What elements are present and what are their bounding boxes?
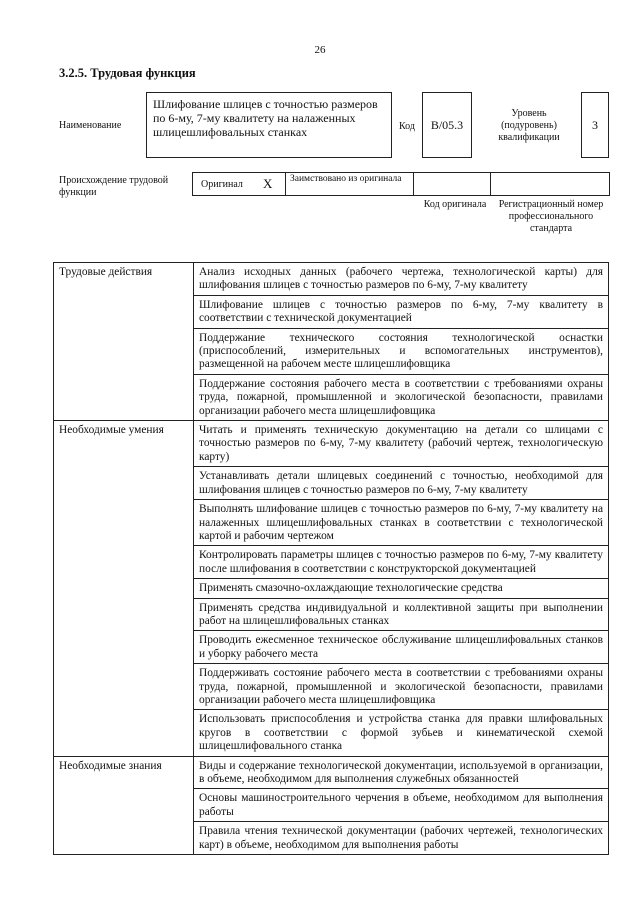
level-label: Уровень (подуровень) квалификации	[498, 108, 560, 143]
section-title: 3.2.5. Трудовая функция	[59, 66, 196, 80]
origin-code-divider	[490, 173, 491, 195]
code-caption: Код оригинала	[423, 199, 487, 210]
original-mark: X	[263, 176, 273, 191]
origin-code-box	[414, 172, 610, 196]
borrowed-label: Заимствовано из оригинала	[290, 174, 402, 184]
group-item: Использовать приспособления и устройства станка для правки шлифовальных кругов в соответствии с формой зубьев и кинематической схемой шлицешлифовального станка	[194, 710, 609, 756]
qualification-level-box: 3	[581, 92, 609, 158]
function-table	[53, 262, 609, 855]
group-item: Основы машиностроительного черчения в объеме, необходимом для выполнения работы	[194, 789, 609, 822]
group-item: Виды и содержание технологической документации, используемой в организации, в объеме, необходимом для выполнения служебных обязанностей	[194, 756, 609, 789]
name-label: Наименование	[59, 120, 122, 131]
group-item: Применять средства индивидуальной и коллективной защиты при выполнении работ на шлицешлифовальных станках	[194, 598, 609, 631]
group-item: Применять смазочно-охлаждающие технологические средства	[194, 579, 609, 598]
table-row	[54, 263, 609, 296]
group-item: Контролировать параметры шлицев с точностью размеров по 6-му, 7-му квалитету после шлифования в соответствии с конструкторской документацией	[194, 546, 609, 579]
group-title: Необходимые знания	[54, 756, 194, 854]
function-name-box: Шлифование шлицев с точностью размеров по 6-му, 7-му квалитету на налаженных шлицешлифовальных станках	[146, 92, 392, 158]
group-item: Читать и применять техническую документацию на детали со шлицами с точностью размеров по 6-му, 7-му квалитету (рабочий чертеж, технологическую карту)	[194, 421, 609, 467]
group-item: Анализ исходных данных (рабочего чертежа, технологической карты) для шлифования шлицев с точностью размеров по 6-му, 7-му квалитету	[194, 263, 609, 296]
original-label: Оригинал	[201, 179, 243, 190]
group-item: Проводить ежесменное техническое обслуживание шлицешлифовальных станков и уборку рабочего места	[194, 631, 609, 664]
group-item: Выполнять шлифование шлицев с точностью размеров по 6-му, 7-му квалитету на налаженных шлицешлифовальных станках в соответствии с технологической картой и рабочим чертежом	[194, 500, 609, 546]
group-title: Трудовые действия	[54, 263, 194, 421]
group-title: Необходимые умения	[54, 421, 194, 757]
origin-label: Происхождение трудовой функции	[59, 175, 169, 198]
table-row	[54, 756, 609, 789]
group-item: Устанавливать детали шлицевых соединений с точностью, необходимой для шлифования шлицев с точностью размеров по 6-му, 7-му квалитету	[194, 467, 609, 500]
group-item: Шлифование шлицев с точностью размеров по 6-му, 7-му квалитету в соответствии с технической документацией	[194, 295, 609, 328]
code-label: Код	[399, 121, 415, 132]
page-number: 26	[314, 44, 326, 56]
origin-divider	[285, 173, 286, 195]
reg-caption: Регистрационный номер профессионального стандарта	[498, 199, 604, 234]
group-item: Поддержание состояния рабочего места в соответствии с требованиями охраны труда, пожарной, промышленной и экологической безопасности, правилами организации рабочего места шлицешлифовщика	[194, 374, 609, 420]
origin-options-box	[192, 172, 414, 196]
group-item: Поддержание технического состояния технологической оснастки (приспособлений, измерительных и вспомогательных инструментов), размещенной на рабочем месте шлицешлифовщика	[194, 328, 609, 374]
function-code-box: B/05.3	[422, 92, 472, 158]
group-item: Правила чтения технической документации (рабочих чертежей, технологических карт) в объеме, необходимом для выполнения работы	[194, 822, 609, 855]
table-row	[54, 421, 609, 467]
group-item: Поддерживать состояние рабочего места в соответствии с требованиями охраны труда, пожарной, промышленной и экологической безопасности, правилами организации рабочего места шлицешлифовщика	[194, 664, 609, 710]
